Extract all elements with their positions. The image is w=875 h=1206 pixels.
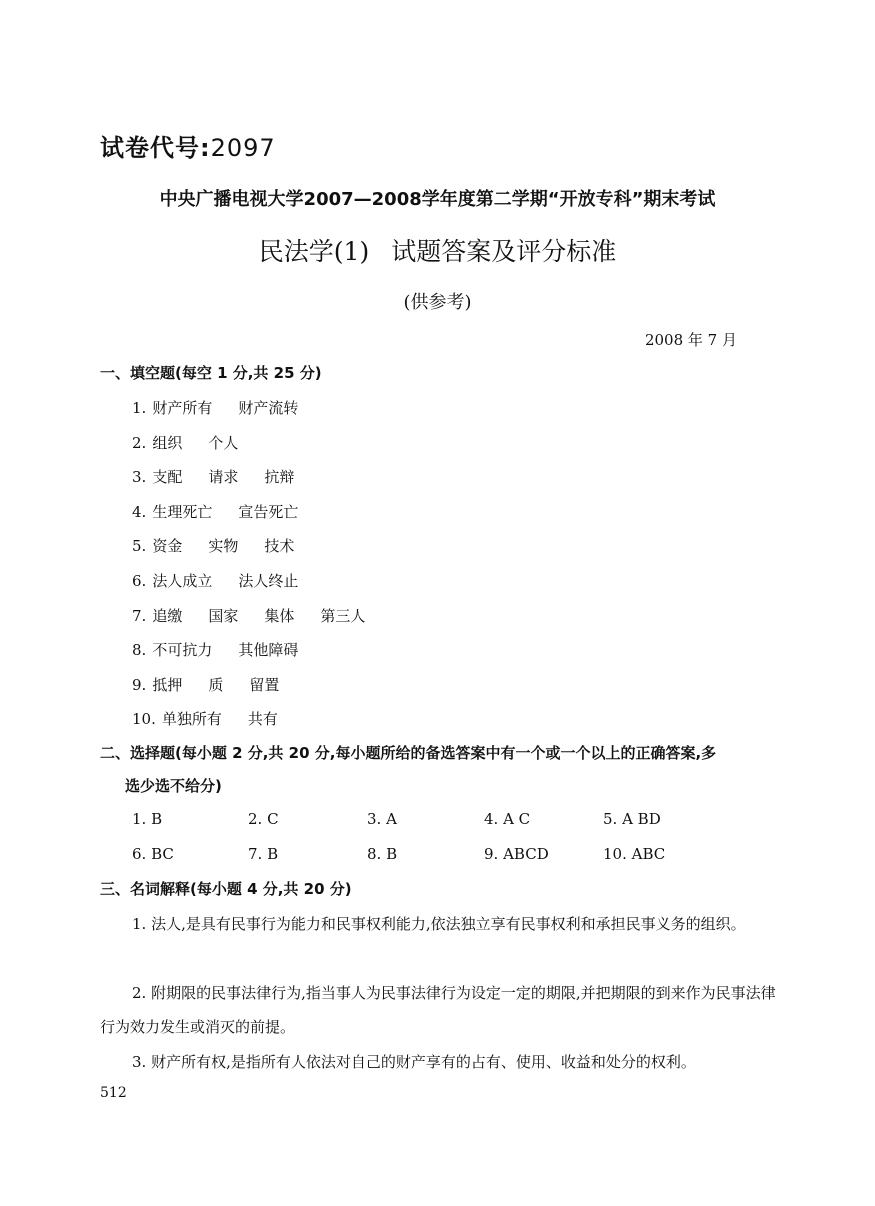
answer-blank: 技术 [264, 537, 295, 556]
answer-blank: 不可抗力 [152, 641, 213, 660]
answer-blank: 法人成立 [152, 572, 213, 590]
choice-answer: 10. ABC [603, 845, 666, 863]
paper-code [100, 128, 276, 163]
fill-answer-row [132, 605, 391, 626]
paper-code-value: 2097 [210, 134, 276, 162]
answer-key-title: 试题答案及评分标准 [391, 237, 617, 266]
choice-answer: 5. A BD [603, 810, 661, 828]
answer-blank: 支配 [152, 468, 183, 487]
institution-title: 中央广播电视大学2007—2008学年度第二学期“开放专科”期末考试 [159, 189, 716, 210]
section-2-heading: 二、选择题(每小题 2 分,共 20 分,每小题所给的备选答案中有一个或一个以上的正确答案,多 [100, 744, 717, 762]
answer-blank: 其他障碍 [238, 641, 299, 660]
fill-answer-row [132, 501, 324, 522]
answer-blank: 组织 [152, 433, 183, 452]
answer-blank: 质 [208, 675, 224, 694]
choice-answer: 4. A C [484, 810, 531, 828]
answer-blank: 追缴 [152, 606, 183, 625]
answer-blank: 国家 [208, 606, 239, 625]
choice-answer: 6. BC [132, 845, 174, 863]
answer-blank: 共有 [247, 710, 278, 729]
section-2-heading-continued: 选少选不给分) [125, 777, 222, 795]
fill-answer-row [132, 535, 320, 556]
answer-blank: 请求 [208, 468, 239, 487]
question-number: 1. [132, 399, 147, 417]
term-definition-3: 3. 财产所有权,是指所有人依法对自己的财产享有的占有、使用、收益和处分的权利。 [132, 1053, 696, 1071]
subject-name: 民法学(1) [258, 237, 370, 266]
reference-note: (供参考) [403, 292, 472, 313]
choice-answer: 3. A [367, 810, 397, 828]
answer-blank: 单独所有 [161, 710, 222, 729]
choice-answer: 1. B [132, 810, 163, 828]
fill-answer-row [132, 432, 264, 453]
answer-blank: 留置 [249, 675, 280, 694]
answer-blank: 第三人 [320, 606, 366, 625]
fill-answer-row [132, 570, 324, 591]
section-3-heading: 三、名词解释(每小题 4 分,共 20 分) [100, 880, 352, 898]
choice-answer: 2. C [248, 810, 279, 828]
question-number: 5. [132, 537, 147, 556]
section-1-heading: 一、填空题(每空 1 分,共 25 分) [100, 364, 322, 382]
term-definition-1: 1. 法人,是具有民事行为能力和民事权利能力,依法独立享有民事权利和承担民事义务的组织。 [132, 915, 746, 933]
paper-code-label: 试卷代号: [100, 134, 211, 162]
answer-blank: 个人 [208, 433, 239, 452]
question-number: 7. [132, 606, 147, 625]
fill-answer-row [132, 708, 304, 729]
answer-blank: 抵押 [152, 675, 183, 694]
page-number: 512 [100, 1085, 127, 1101]
question-number: 8. [132, 641, 147, 660]
question-number: 10. [132, 710, 156, 729]
answer-blank: 宣告死亡 [238, 502, 299, 521]
fill-answer-row [132, 466, 320, 487]
answer-blank: 集体 [264, 606, 295, 625]
question-number: 9. [132, 675, 147, 694]
document-title [0, 232, 875, 268]
term-definition-2: 2. 附期限的民事法律行为,指当事人为民事法律行为设定一定的期限,并把期限的到来作为民事法律行为效力发生或消灭的前提。 [100, 984, 776, 1036]
fill-answer-row [132, 639, 324, 660]
question-number: 2. [132, 433, 147, 452]
answer-blank: 实物 [208, 537, 239, 556]
question-number: 6. [132, 572, 147, 590]
question-number: 4. [132, 502, 147, 521]
fill-answer-row [132, 674, 305, 695]
exam-date: 2008 年 7 月 [644, 331, 737, 349]
answer-blank: 资金 [152, 537, 183, 556]
answer-blank: 法人终止 [238, 572, 299, 590]
fill-answer-row [132, 397, 324, 418]
answer-blank: 财产所有 [152, 399, 213, 417]
answer-blank: 财产流转 [238, 399, 299, 417]
question-number: 3. [132, 468, 147, 487]
choice-answer: 8. B [367, 845, 398, 863]
choice-answer: 9. ABCD [484, 845, 549, 863]
answer-blank: 生理死亡 [152, 502, 213, 521]
answer-blank: 抗辩 [264, 468, 295, 487]
choice-answer: 7. B [248, 845, 279, 863]
